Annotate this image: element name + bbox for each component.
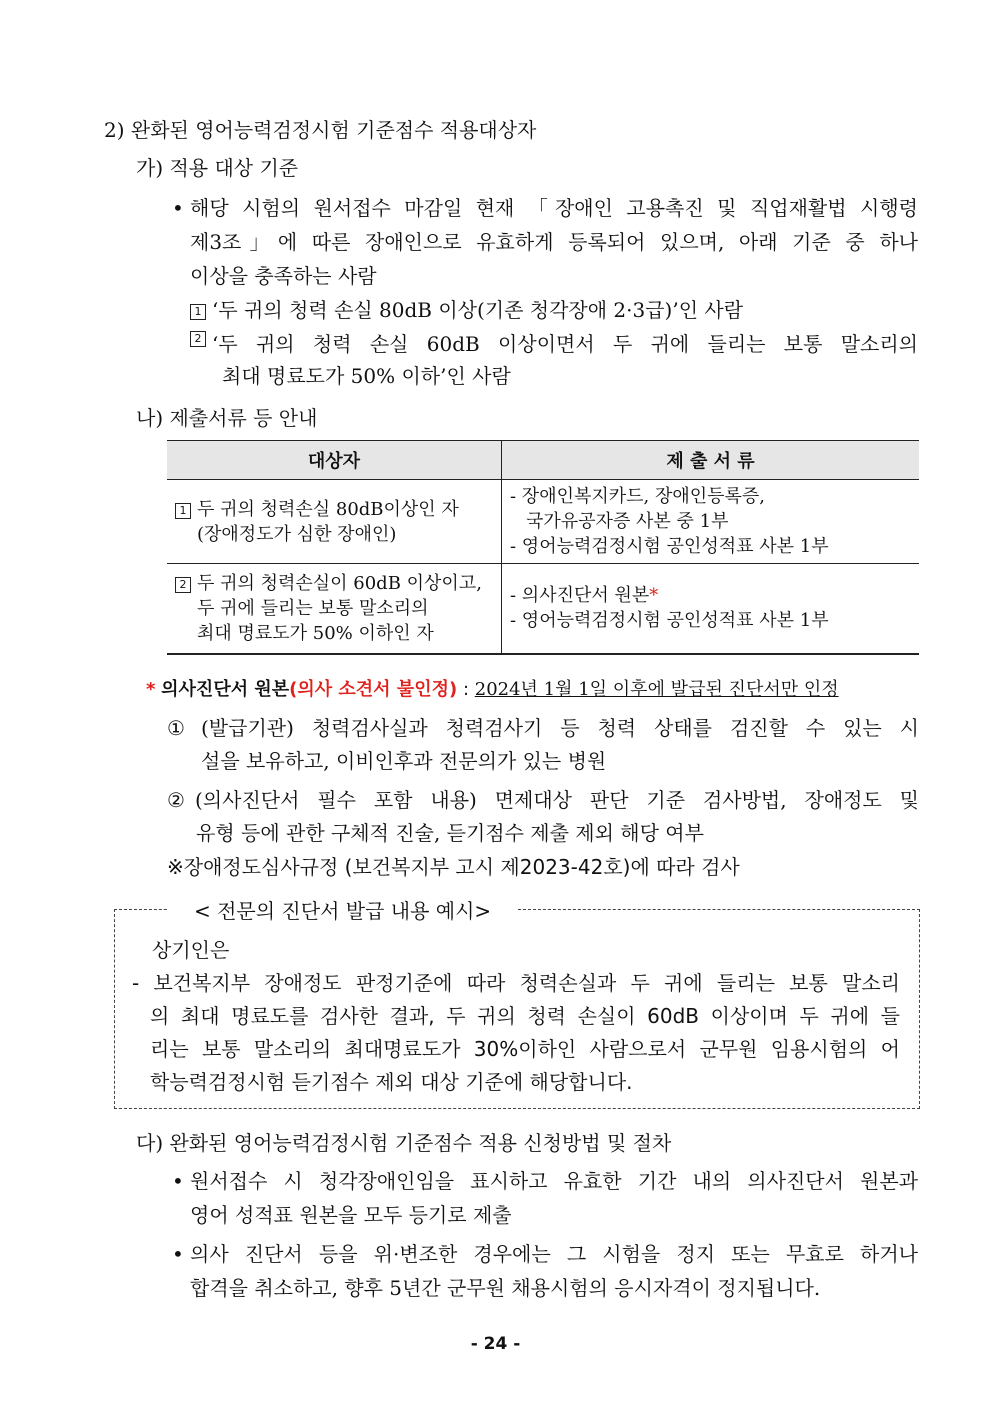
target-line: 두 귀의 청력손실이 60dB 이상이고,: [197, 572, 482, 594]
note-item-2-cont: 유형 등에 관한 구체적 진술, 듣기점수 제출 제외 해당 여부: [196, 821, 704, 845]
example-line-3: 리는 보통 말소리의 최대명료도가 30%이하인 사람으로서 군무원 임용시험의 어: [150, 1037, 900, 1061]
table-row: [167, 480, 919, 564]
circled-two-icon: ②: [167, 788, 185, 812]
number-box-icon: 1: [190, 304, 206, 320]
table-header-docs: 제 출 서 류: [502, 441, 920, 480]
table-row: [167, 564, 919, 654]
number-box-icon: 2: [175, 577, 191, 593]
doc-line: - 영어능력검정시험 공인성적표 사본 1부: [510, 610, 829, 632]
note-item-1-text: (발급기관) 청력검사실과 청력검사기 등 청력 상태를 검진할 수 있는 시: [201, 716, 919, 740]
number-box-icon: 1: [175, 503, 191, 519]
table-cell-target: [167, 480, 502, 564]
criteria-item-1: [190, 297, 743, 323]
example-line-4: 학능력검정시험 듣기점수 제외 대상 기준에 해당합니다.: [150, 1070, 633, 1094]
procedure-line-2: 영어 성적표 원본을 모두 등기로 제출: [190, 1203, 512, 1227]
example-first-line: 상기인은: [152, 938, 230, 962]
regulation-reference: ※장애정도심사규정 (보건복지부 고시 제2023-42호)에 따라 검사: [167, 855, 740, 879]
subsection-da-title: 다) 완화된 영어능력검정시험 기준점수 적용 신청방법 및 절차: [136, 1131, 672, 1155]
criteria-line-3: 이상을 충족하는 사람: [190, 264, 377, 288]
note-item-2: [167, 787, 919, 813]
subsection-ga-title: 가) 적용 대상 기준: [136, 156, 299, 180]
target-line: (장애정도가 심한 장애인): [197, 523, 397, 545]
criteria-item-2: [190, 331, 918, 357]
table-cell-target: [167, 564, 502, 654]
table-cell-docs: [502, 480, 920, 564]
table-header-target: 대상자: [167, 441, 502, 480]
criteria-item-2-cont: 최대 명료도가 50% 이하’인 사람: [222, 364, 511, 388]
example-line-2: 의 최대 명료도를 검사한 결과, 두 귀의 청력 손실이 60dB 이상이며 두 귀에 들: [150, 1004, 900, 1028]
note-underlined: 2024년 1월 1일 이후에 발급된 진단서만 인정: [474, 679, 839, 700]
example-line-1: - 보건복지부 장애정도 판정기준에 따라 청력손실과 두 귀에 들리는 보통 말소리: [132, 971, 900, 995]
table-cell-docs: [502, 564, 920, 654]
doc-line: 국가유공자증 사본 중 1부: [526, 511, 729, 532]
note-label: 의사진단서 원본: [161, 679, 290, 700]
bullet-icon: •: [172, 1242, 184, 1266]
criteria-item-2-text: ‘두 귀의 청력 손실 60dB 이상이면서 두 귀에 들리는 보통 말소리의: [212, 332, 918, 356]
table-header-row: [167, 441, 919, 480]
doc-line: - 장애인복지카드, 장애인등록증,: [510, 486, 766, 507]
criteria-line-2: 제3조」에 따른 장애인으로 유효하게 등록되어 있으며, 아래 기준 중 하나: [190, 230, 918, 254]
procedure-line-3: 의사 진단서 등을 위·변조한 경우에는 그 시험을 정지 또는 무효로 하거나: [190, 1242, 918, 1266]
criteria-item-1-text: ‘두 귀의 청력 손실 80dB 이상(기존 청각장애 2·3급)’인 사람: [212, 298, 744, 322]
page-number: - 24 -: [470, 1334, 521, 1354]
subsection-na-title: 나) 제출서류 등 안내: [136, 406, 318, 430]
note-red-text: (의사 소견서 불인정): [289, 679, 458, 700]
number-box-icon: 2: [190, 331, 206, 347]
asterisk-mark: *: [146, 679, 156, 700]
circled-one-icon: ①: [167, 716, 185, 740]
note-item-2-text: (의사진단서 필수 포함 내용) 면제대상 판단 기준 검사방법, 장애정도 및: [195, 788, 919, 812]
bullet-icon: •: [172, 196, 184, 220]
procedure-line-1: 원서접수 시 청각장애인임을 표시하고 유효한 기간 내의 의사진단서 원본과: [190, 1169, 918, 1193]
note-colon: :: [457, 679, 475, 700]
bullet-icon: •: [172, 1169, 184, 1193]
note-item-1: [167, 715, 919, 741]
documents-table: [167, 440, 919, 655]
doc-line: - 영어능력검정시험 공인성적표 사본 1부: [510, 536, 829, 557]
procedure-line-4: 합격을 취소하고, 향후 5년간 군무원 채용시험의 응시자격이 정지됩니다.: [190, 1276, 821, 1300]
target-line: 두 귀에 들리는 보통 말소리의: [197, 597, 429, 619]
certificate-note: [146, 677, 839, 703]
target-line: 두 귀의 청력손실 80dB이상인 자: [197, 498, 459, 520]
note-item-1-cont: 설을 보유하고, 이비인후과 전문의가 있는 병원: [201, 749, 607, 773]
example-title: < 전문의 진단서 발급 내용 예시>: [168, 898, 517, 924]
doc-line: - 의사진단서 원본*: [510, 585, 659, 607]
section-heading: 2) 완화된 영어능력검정시험 기준점수 적용대상자: [104, 118, 537, 142]
target-line: 최대 명료도가 50% 이하인 자: [197, 622, 434, 644]
criteria-line-1: 해당 시험의 원서접수 마감일 현재 「장애인 고용촉진 및 직업재활법 시행령: [190, 196, 918, 220]
asterisk-mark: *: [649, 585, 659, 607]
